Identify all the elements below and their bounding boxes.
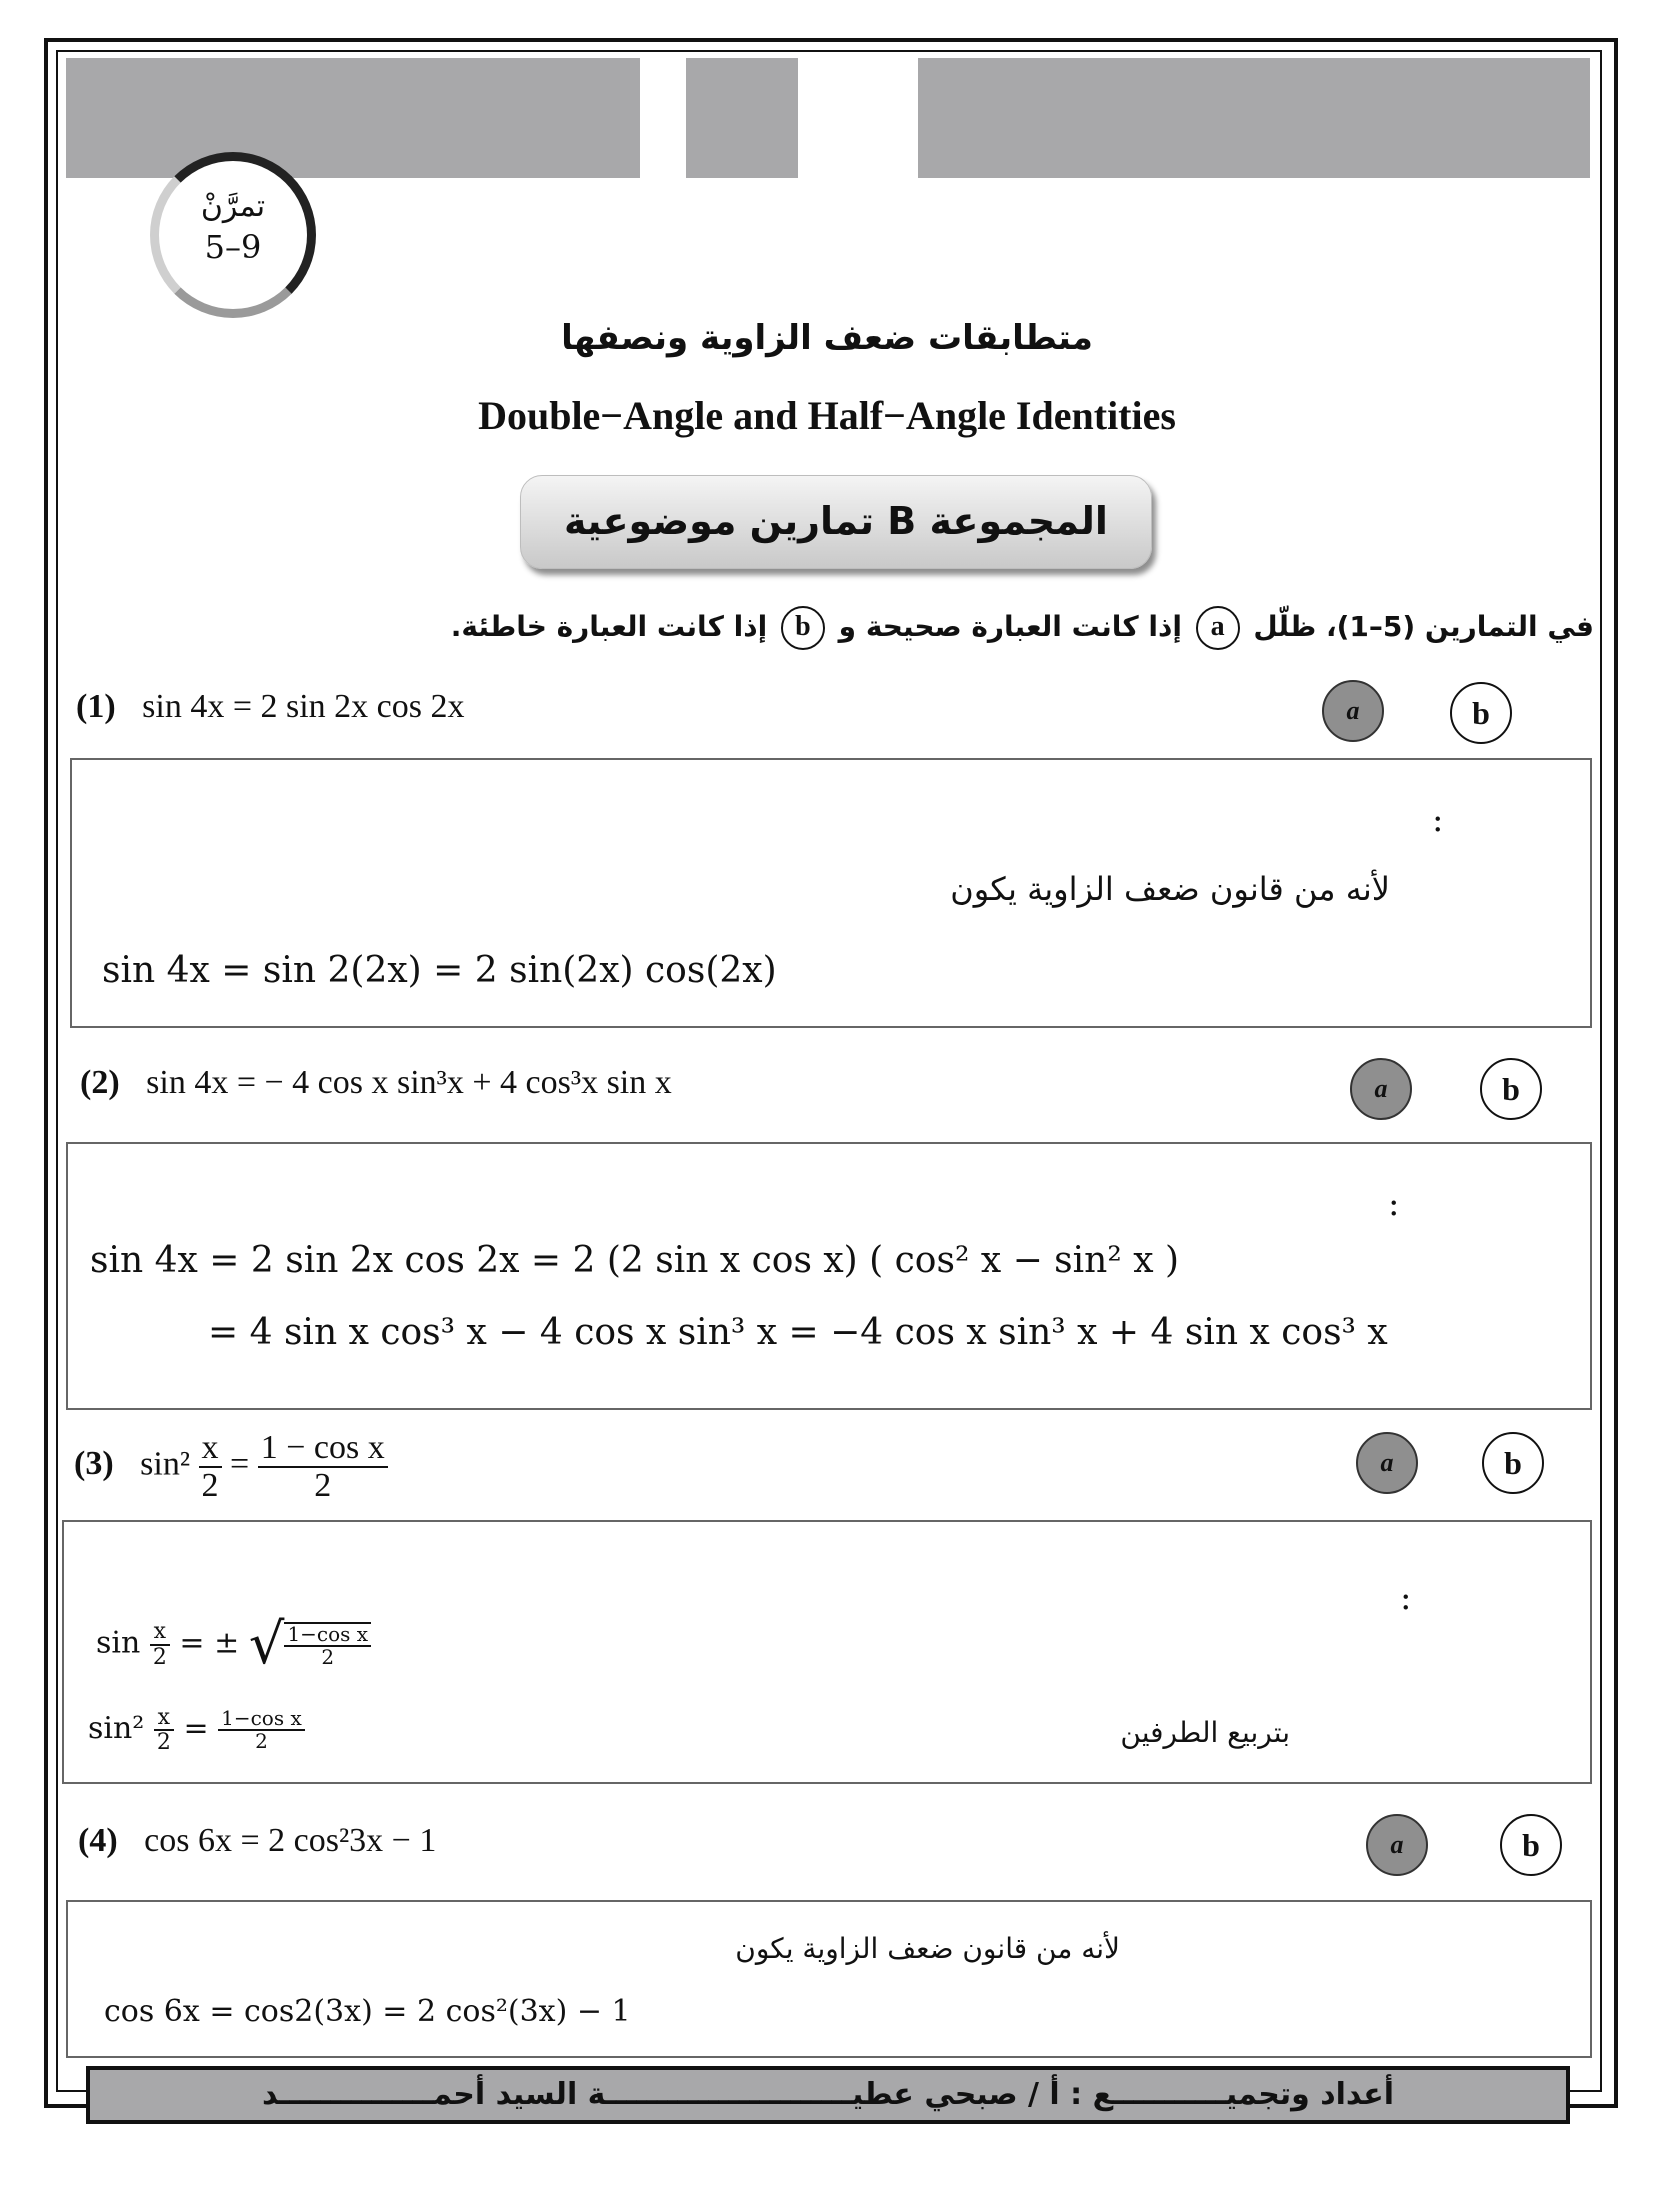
q3-step2	[88, 1706, 305, 1754]
fraction-denominator: 2	[156, 1730, 171, 1756]
question-4	[78, 1822, 436, 1860]
fraction-numerator: 1−cos x	[284, 1624, 371, 1647]
q1-solution-box	[70, 758, 1592, 1028]
q3-solution-box	[62, 1520, 1592, 1784]
q1-reason: لأنه من قانون ضعف الزاوية يكون	[950, 870, 1390, 908]
page-title-arabic: متطابقات ضعف الزاوية ونصفها	[561, 318, 1093, 358]
badge-number: 5–9	[204, 228, 262, 266]
fraction-numerator: 1 − cos x	[258, 1430, 388, 1468]
q2-option-b[interactable]: b	[1480, 1058, 1542, 1120]
q4-work: cos 6x = cos2(3x) = 2 cos²(3x) − 1	[104, 1994, 631, 2029]
step1-lhs: sin	[96, 1625, 141, 1661]
fraction-denominator: 2	[314, 1466, 332, 1504]
q4-option-a-selected[interactable]: a	[1366, 1814, 1428, 1876]
q3-reason: بتربيع الطرفين	[1120, 1716, 1290, 1749]
question-1	[76, 688, 465, 726]
question-number: (3)	[74, 1445, 114, 1483]
instructions-option-a: a	[1196, 606, 1240, 650]
q2-work-line1: sin 4x = 2 sin 2x cos 2x = 2 (2 sin x cos x) ( cos² x − sin² x )	[90, 1240, 1180, 1281]
q2-solution-box	[66, 1142, 1592, 1410]
step2-lhs: sin²	[88, 1711, 145, 1747]
q2-work-line2: = 4 sin x cos³ x − 4 cos x sin³ x = −4 cos x sin³ x + 4 sin x cos³ x	[208, 1312, 1388, 1353]
q4-option-b[interactable]: b	[1500, 1814, 1562, 1876]
page-title-english: Double−Angle and Half−Angle Identities	[478, 393, 1176, 438]
question-statement: sin 4x = 2 sin 2x cos 2x	[142, 688, 465, 725]
q1-option-b[interactable]: b	[1450, 682, 1512, 744]
instructions-option-b: b	[781, 606, 825, 650]
step1-eq: = ±	[179, 1625, 240, 1661]
badge-label: تمرَّنْ	[200, 189, 266, 224]
q4-reason: لأنه من قانون ضعف الزاوية يكون	[735, 1932, 1120, 1965]
fraction-denominator: 2	[321, 1644, 335, 1669]
fraction-numerator: x	[154, 1706, 174, 1731]
fraction-numerator: 1−cos x	[218, 1708, 305, 1731]
instructions-part3: إذا كانت العبارة خاطئة.	[450, 610, 768, 643]
q1-option-a-selected[interactable]: a	[1322, 680, 1384, 742]
step2-rhs-fraction	[218, 1708, 305, 1752]
fraction-numerator: x	[150, 1620, 170, 1645]
header-bar-left	[66, 58, 640, 178]
q3-lhs: sin²	[140, 1445, 191, 1483]
instructions-part2: إذا كانت العبارة صحيحة و	[838, 610, 1182, 643]
fraction-denominator: 2	[255, 1729, 268, 1754]
question-number: (4)	[78, 1822, 118, 1859]
author-footer: أعداد وتجميـــــــــــع : أ / صبحي عطيــــــــــــــــــــــــة السيد أحمـــــــــــــــد	[86, 2066, 1570, 2124]
exercise-badge	[150, 152, 316, 318]
radicand	[284, 1622, 371, 1668]
q3-step1	[96, 1612, 371, 1677]
header-bar-middle	[686, 58, 798, 178]
q3-option-a-selected[interactable]: a	[1356, 1432, 1418, 1494]
colon: :	[1388, 1184, 1400, 1224]
question-statement: sin 4x = − 4 cos x sin³x + 4 cos³x sin x	[146, 1064, 672, 1101]
q3-rhs-fraction	[258, 1430, 388, 1503]
colon: :	[1400, 1578, 1412, 1618]
q2-option-a-selected[interactable]: a	[1350, 1058, 1412, 1120]
question-number: (2)	[80, 1064, 120, 1101]
equals-sign: =	[230, 1445, 250, 1483]
radicand-fraction	[284, 1621, 371, 1669]
header-bar-right	[918, 58, 1590, 178]
question-statement: cos 6x = 2 cos²3x − 1	[144, 1822, 437, 1859]
fraction-numerator: x	[199, 1430, 222, 1468]
instructions-part1: في التمارين (5–1)، ظلّل	[1253, 610, 1594, 643]
step2-eq: =	[183, 1711, 209, 1747]
q1-work: sin 4x = sin 2(2x) = 2 sin(2x) cos(2x)	[102, 950, 777, 991]
square-root	[249, 1612, 371, 1677]
group-label: المجموعة B تمارين موضوعية	[520, 475, 1152, 569]
question-2	[80, 1064, 672, 1102]
fraction-denominator: 2	[201, 1466, 219, 1504]
q3-lhs-fraction	[199, 1430, 222, 1503]
question-number: (1)	[76, 688, 116, 725]
question-3	[74, 1430, 388, 1503]
fraction-denominator: 2	[152, 1644, 167, 1670]
colon: :	[1432, 800, 1444, 840]
step1-fraction	[150, 1620, 170, 1668]
step2-fraction	[154, 1706, 174, 1754]
radical-sign: √	[248, 1612, 285, 1677]
q4-solution-box	[66, 1900, 1592, 2058]
instructions	[74, 606, 1594, 650]
q3-option-b[interactable]: b	[1482, 1432, 1544, 1494]
